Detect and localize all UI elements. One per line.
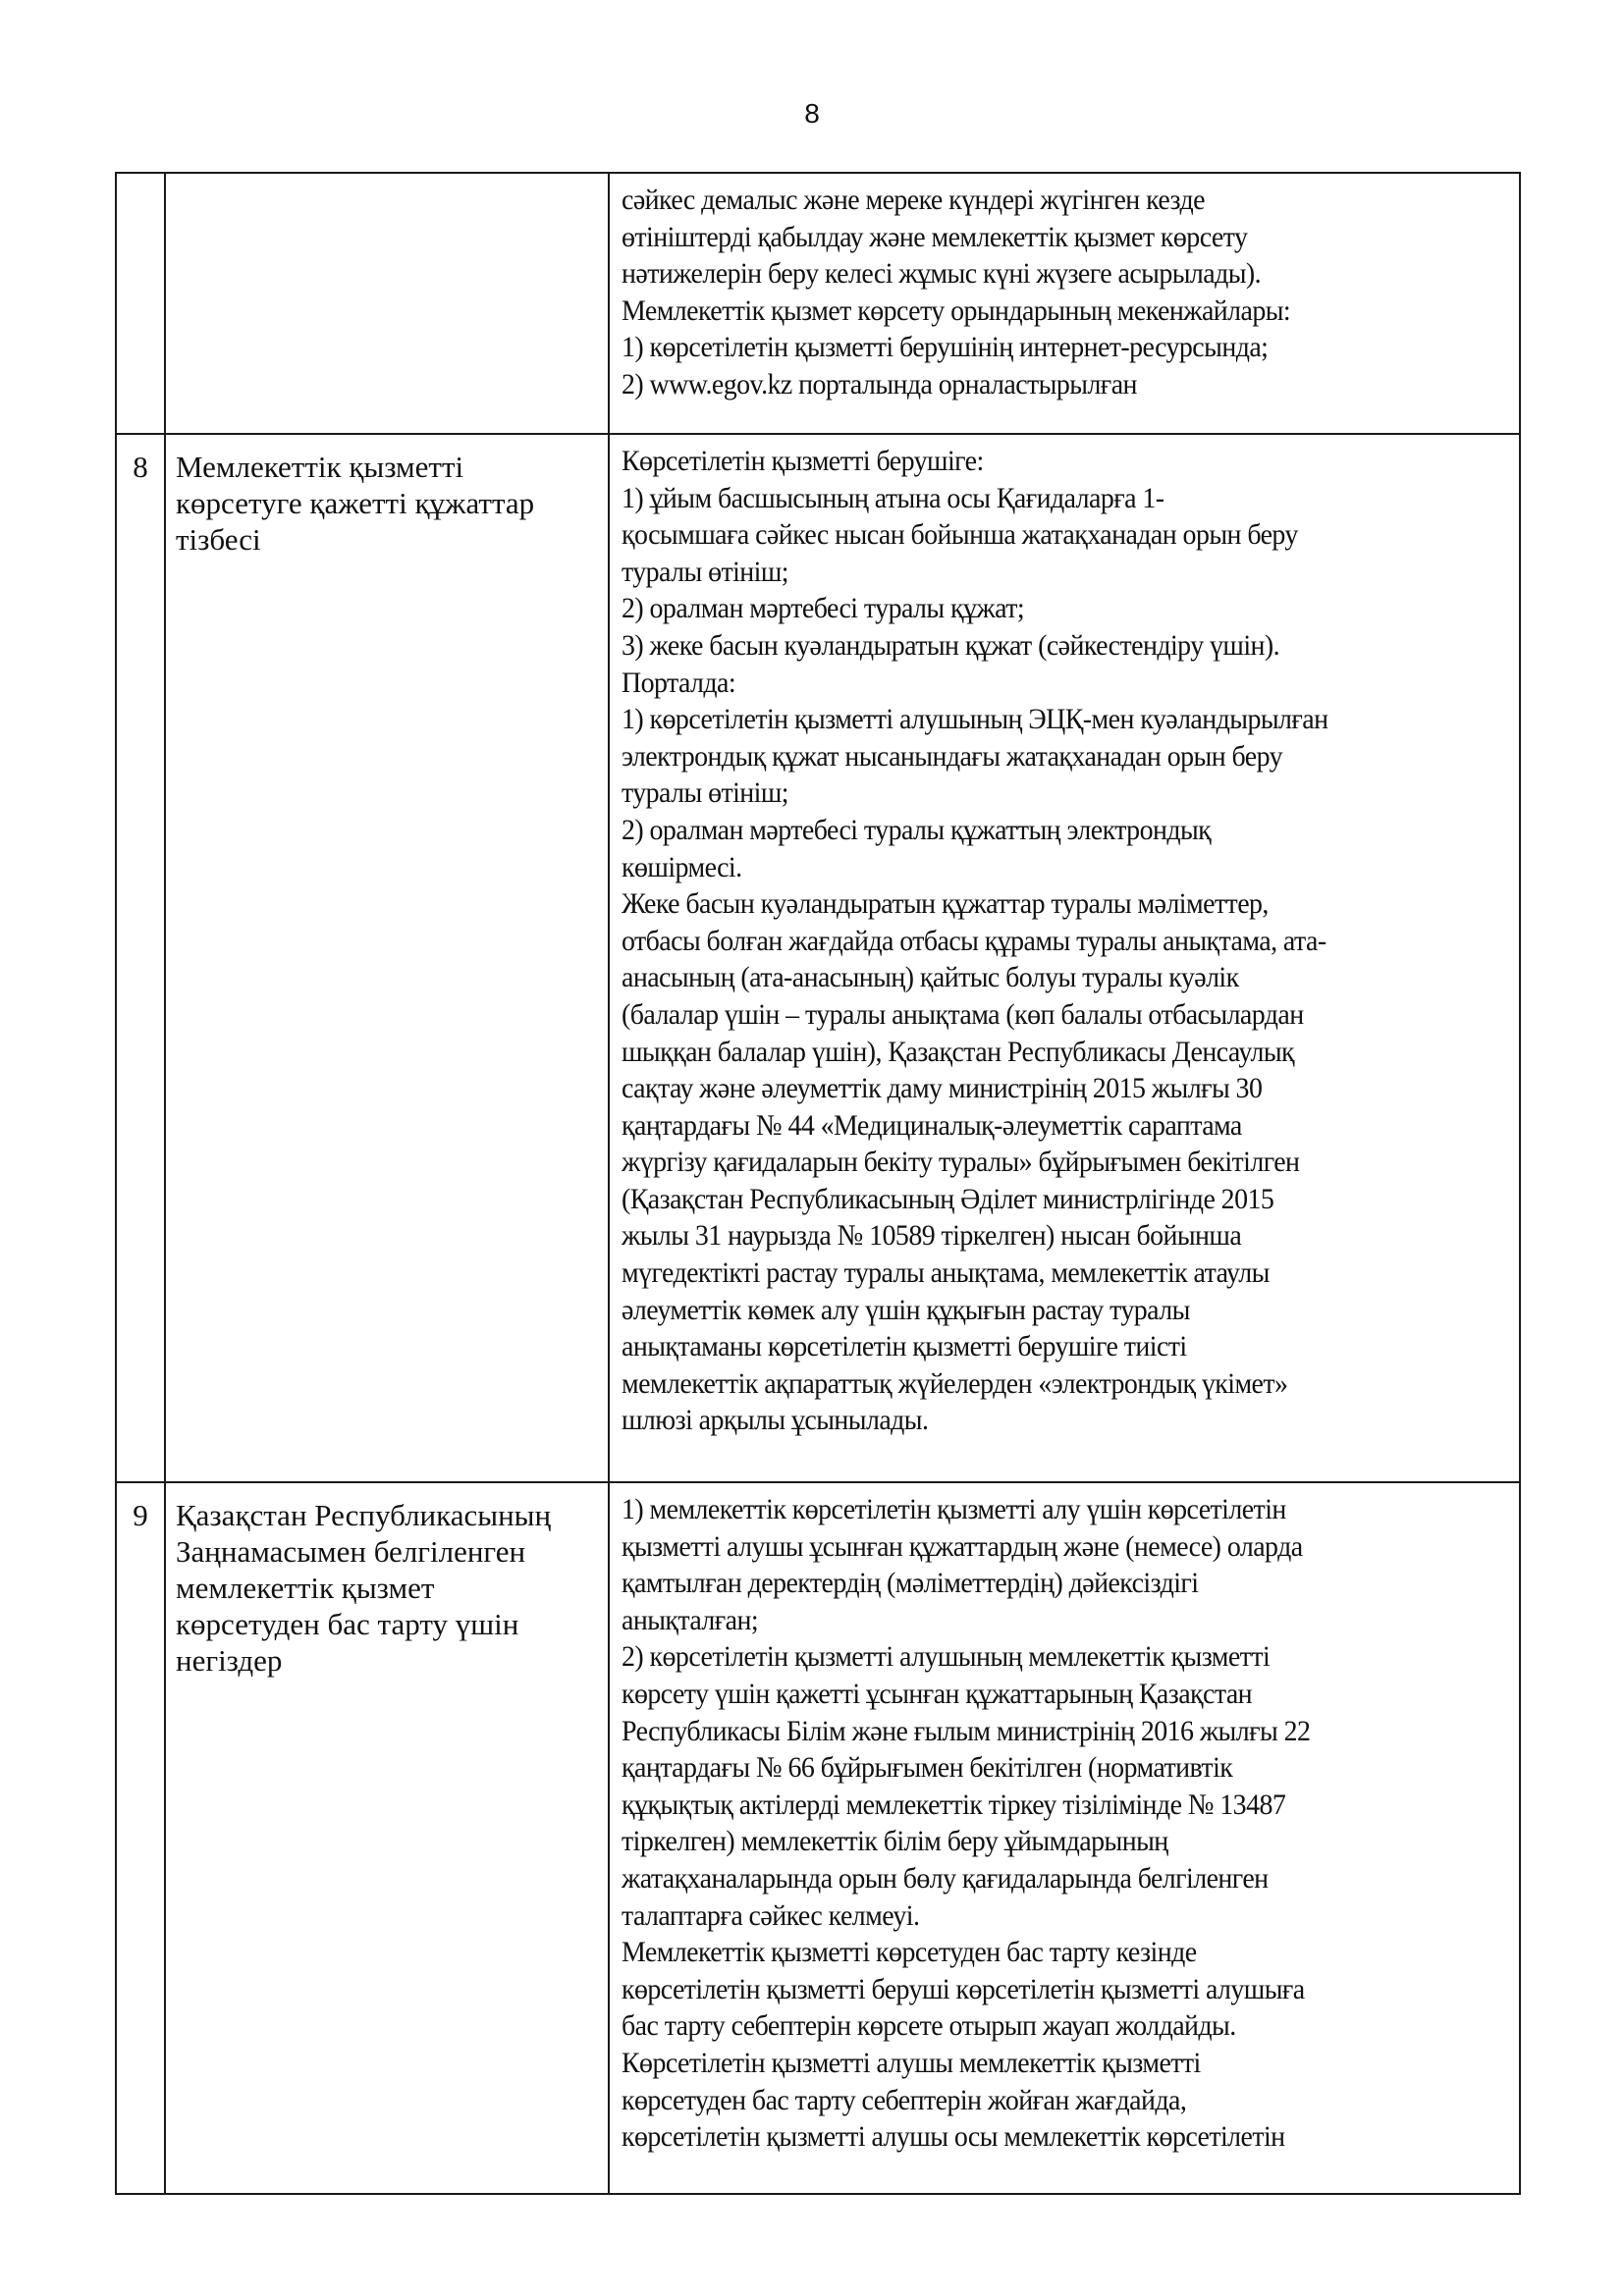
text-line: жылы 31 наурызда № 10589 тіркелген) нысан бойынша	[622, 1219, 1242, 1253]
row-number: 9	[116, 1482, 165, 2194]
text-line: 1) көрсетілетін қызметті алушының ЭЦҚ-мен куәландырылған	[622, 703, 1328, 736]
text-line: электрондық құжат нысанындағы жатақханадан орын беру	[622, 739, 1283, 773]
row-description	[609, 173, 1520, 434]
text-line: 2) көрсетілетін қызметті алушының мемлекеттік қызметті	[622, 1640, 1271, 1674]
text-line: бас тарту себептерін көрсете отырып жауап жолдайды.	[622, 2009, 1236, 2043]
text-line: Жеке басын куәландыратын құжаттар туралы мәліметтер,	[622, 887, 1269, 921]
text-line: мемлекеттік ақпараттық жүйелерден «электрондық үкімет»	[622, 1366, 1288, 1400]
text-line: Заңнамасымен белгіленген	[176, 1534, 526, 1569]
text-line: талаптарға сәйкес келмеуі.	[622, 1898, 920, 1932]
page-number: 8	[804, 98, 820, 129]
text-line: негіздер	[176, 1643, 283, 1678]
text-line: тізбесі	[176, 522, 261, 557]
text-line: өтініштерді қабылдау және мемлекеттік қызмет көрсету	[622, 220, 1248, 253]
row-description	[609, 1482, 1520, 2194]
text-line: әлеуметтік көмек алу үшін құқығын растау туралы	[622, 1293, 1190, 1326]
row-description	[609, 434, 1520, 1482]
text-line: құқықтық актілерді мемлекеттік тіркеу тізілімінде № 13487	[622, 1788, 1286, 1821]
text-line: анасының (ата-анасының) қайтыс болуы туралы куәлік	[622, 961, 1239, 994]
table-row	[116, 173, 1520, 434]
text-line: шлюзі арқылы ұсынылады.	[622, 1404, 929, 1437]
row-title	[165, 173, 609, 434]
text-line: Республикасы Білім және ғылым министрінің 2016 жылғы 22	[622, 1714, 1311, 1747]
text-line: Мемлекеттік қызмет көрсету орындарының мекенжайлары:	[622, 294, 1291, 327]
text-line: 2) www.egov.kz порталында орналастырылған	[622, 367, 1137, 400]
text-line: көрсету үшін қажетті ұсынған құжаттарының Қазақстан	[622, 1677, 1253, 1710]
text-line: қамтылған деректердің (мәліметтердің) дәйексіздігі	[622, 1567, 1199, 1600]
text-line: Қазақстан Республикасының	[176, 1498, 552, 1532]
text-line: туралы өтініш;	[622, 555, 789, 588]
service-standard-table	[115, 172, 1521, 2195]
text-line: нәтижелерін беру келесі жұмыс күні жүзеге асырылады).	[622, 257, 1262, 291]
text-line: Көрсетілетін қызметті алушы мемлекеттік қызметті	[622, 2046, 1201, 2079]
text-line: Көрсетілетін қызметті берушіге:	[622, 445, 984, 477]
text-line: Порталда:	[622, 666, 736, 699]
text-line: анықталған;	[622, 1603, 759, 1636]
text-line: қаңтардағы № 44 «Медициналық-әлеуметтік сараптама	[622, 1108, 1242, 1142]
text-line: тіркелген) мемлекеттік білім беру ұйымдарының	[622, 1825, 1168, 1858]
text-line: қаңтардағы № 66 бұйрығымен бекітілген (нормативтік	[622, 1751, 1233, 1785]
row-number	[116, 173, 165, 434]
text-line: анықтаманы көрсетілетін қызметті берушіге тиісті	[622, 1330, 1187, 1363]
text-line: 1) ұйым басшысының атына осы Қағидаларға 1-	[622, 481, 1164, 514]
text-line: 2) оралман мәртебесі туралы құжат;	[622, 592, 1025, 625]
table-row	[116, 434, 1520, 1482]
text-line: отбасы болған жағдайда отбасы құрамы туралы анықтама, ата-	[622, 924, 1326, 957]
text-line: Мемлекеттік қызметті көрсетуден бас тарту кезінде	[622, 1936, 1197, 1969]
text-line: жүргізу қағидаларын бекіту туралы» бұйрығымен бекітілген	[622, 1146, 1300, 1179]
row-title	[165, 434, 609, 1482]
text-line: мемлекеттік қызмет	[176, 1571, 435, 1605]
text-line: Мемлекеттік қызметті	[176, 450, 464, 484]
text-line: (Қазақстан Республикасының Әділет министрлігінде 2015	[622, 1182, 1274, 1215]
text-line: сақтау және әлеуметтік даму министрінің 2015 жылғы 30	[622, 1072, 1263, 1105]
text-line: қызметті алушы ұсынған құжаттардың және (немесе) оларда	[622, 1529, 1303, 1563]
text-line: көрсетуден бас тарту себептерін жойған жағдайда,	[622, 2083, 1187, 2116]
text-line: жатақханаларында орын бөлу қағидаларында белгіленген	[622, 1861, 1269, 1895]
text-line: 3) жеке басын куәландыратын құжат (сәйкестендіру үшін).	[622, 628, 1280, 662]
text-line: туралы өтініш;	[622, 776, 789, 810]
row-number: 8	[116, 434, 165, 1482]
row-title	[165, 1482, 609, 2194]
text-line: қосымшаға сәйкес нысан бойынша жатақханадан орын беру	[622, 518, 1298, 552]
text-line: мүгедектікті растау туралы анықтама, мемлекеттік атаулы	[622, 1256, 1270, 1290]
text-line: сәйкес демалыс және мереке күндері жүгінген кезде	[622, 184, 1205, 216]
text-line: 1) көрсетілетін қызметті берушінің интернет-ресурсында;	[622, 331, 1269, 364]
text-line: көшірмесі.	[622, 850, 742, 883]
text-line: 1) мемлекеттік көрсетілетін қызметті алу үшін көрсетілетін	[622, 1493, 1286, 1525]
text-line: (балалар үшін – туралы анықтама (көп балалы отбасылардан	[622, 997, 1304, 1031]
text-line: көрсетілетін қызметті беруші көрсетілетін қызметті алушыға	[622, 1972, 1305, 2005]
text-line: шыққан балалар үшін), Қазақстан Республикасы Денсаулық	[622, 1035, 1295, 1068]
text-line: көрсетілетін қызметті алушы осы мемлекеттік көрсетілетін	[622, 2120, 1285, 2154]
text-line: көрсетуге қажетті құжаттар	[176, 486, 535, 520]
text-line: 2) оралман мәртебесі туралы құжаттың электрондық	[622, 813, 1212, 846]
table-row	[116, 1482, 1520, 2194]
text-line: көрсетуден бас тарту үшін	[176, 1607, 519, 1641]
